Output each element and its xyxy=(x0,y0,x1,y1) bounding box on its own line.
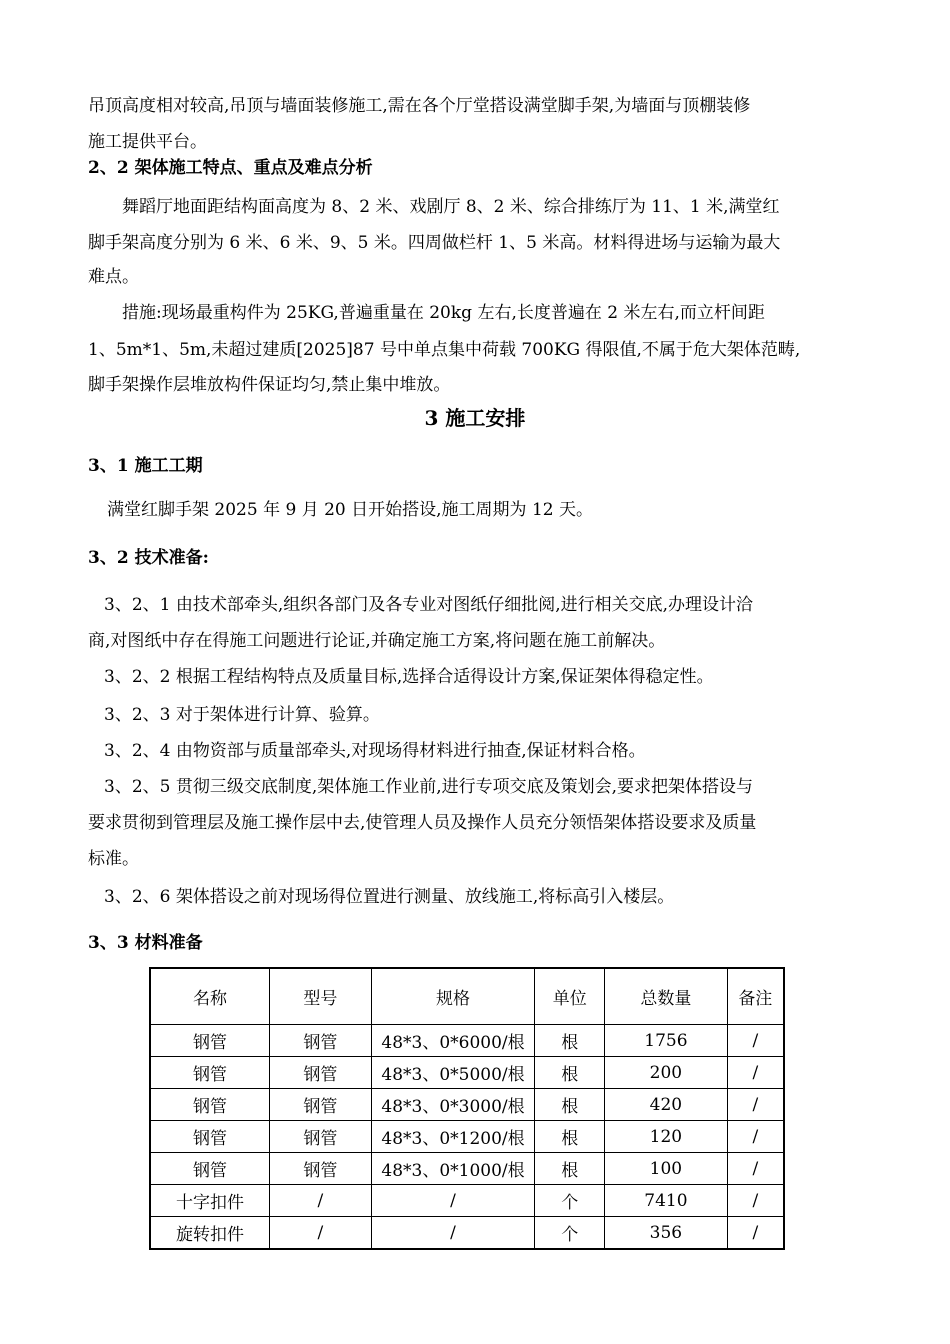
table-cell: / xyxy=(727,1217,784,1250)
paragraph-line: 脚手架操作层堆放构件保证均匀,禁止集中堆放。 xyxy=(88,375,451,395)
table-cell: 根 xyxy=(535,1121,605,1153)
table-cell: / xyxy=(727,1057,784,1089)
table-cell: 钢管 xyxy=(270,1057,371,1089)
table-cell: / xyxy=(371,1185,535,1217)
table-cell: 48*3、0*6000/根 xyxy=(371,1025,535,1057)
paragraph-line: 施工提供平台。 xyxy=(88,132,207,152)
paragraph-line: 难点。 xyxy=(88,267,139,287)
table-cell: 钢管 xyxy=(270,1153,371,1185)
section-heading-3-2: 3、2 技术准备: xyxy=(88,548,209,568)
table-cell: 钢管 xyxy=(150,1025,270,1057)
table-cell: 钢管 xyxy=(150,1121,270,1153)
table-row xyxy=(150,1057,784,1089)
table-cell: 钢管 xyxy=(150,1089,270,1121)
paragraph-line: 3、2、5 贯彻三级交底制度,架体施工作业前,进行专项交底及策划会,要求把架体搭设与 xyxy=(104,777,754,797)
table-cell: 120 xyxy=(605,1121,727,1153)
table-cell: / xyxy=(371,1217,535,1250)
table-cell: 1756 xyxy=(605,1025,727,1057)
paragraph-line: 3、2、4 由物资部与质量部牵头,对现场得材料进行抽查,保证材料合格。 xyxy=(104,741,646,761)
paragraph-line: 标准。 xyxy=(88,849,139,869)
paragraph-line: 脚手架高度分别为 6 米、6 米、9、5 米。四周做栏杆 1、5 米高。材料得进场与运输为最大 xyxy=(88,233,781,253)
table-cell: / xyxy=(727,1121,784,1153)
table-cell: / xyxy=(727,1153,784,1185)
table-row xyxy=(150,1217,784,1250)
table-row xyxy=(150,1121,784,1153)
table-cell: 48*3、0*1000/根 xyxy=(371,1153,535,1185)
table-cell: 48*3、0*1200/根 xyxy=(371,1121,535,1153)
paragraph-line: 3、2、1 由技术部牵头,组织各部门及各专业对图纸仔细批阅,进行相关交底,办理设计洽 xyxy=(104,595,754,615)
table-header-row xyxy=(150,968,784,1025)
column-header: 单位 xyxy=(535,968,605,1025)
table-cell: 根 xyxy=(535,1025,605,1057)
table-cell: 420 xyxy=(605,1089,727,1121)
column-header: 总数量 xyxy=(605,968,727,1025)
paragraph-line: 3、2、6 架体搭设之前对现场得位置进行测量、放线施工,将标高引入楼层。 xyxy=(104,887,675,907)
table-cell: 48*3、0*5000/根 xyxy=(371,1057,535,1089)
table-cell: 钢管 xyxy=(270,1025,371,1057)
table-cell: / xyxy=(727,1025,784,1057)
table-cell: 旋转扣件 xyxy=(150,1217,270,1250)
table-cell: 个 xyxy=(535,1185,605,1217)
column-header: 型号 xyxy=(270,968,371,1025)
table-cell: 钢管 xyxy=(270,1121,371,1153)
table-cell: 根 xyxy=(535,1057,605,1089)
paragraph-line: 舞蹈厅地面距结构面高度为 8、2 米、戏剧厅 8、2 米、综合排练厅为 11、1 米,满堂红 xyxy=(122,197,780,217)
section-heading-3-3: 3、3 材料准备 xyxy=(88,933,203,953)
table-cell: 356 xyxy=(605,1217,727,1250)
column-header: 规格 xyxy=(371,968,535,1025)
paragraph-line: 3、2、3 对于架体进行计算、验算。 xyxy=(104,705,380,725)
paragraph-line: 满堂红脚手架 2025 年 9 月 20 日开始搭设,施工周期为 12 天。 xyxy=(107,500,593,520)
table-cell: 十字扣件 xyxy=(150,1185,270,1217)
table-cell: 钢管 xyxy=(150,1057,270,1089)
table-cell: 根 xyxy=(535,1089,605,1121)
table-cell: 100 xyxy=(605,1153,727,1185)
paragraph-line: 吊顶高度相对较高,吊顶与墙面装修施工,需在各个厅堂搭设满堂脚手架,为墙面与顶棚装修 xyxy=(88,96,751,116)
table-cell: 200 xyxy=(605,1057,727,1089)
table-cell: 钢管 xyxy=(270,1089,371,1121)
table-cell: 7410 xyxy=(605,1185,727,1217)
section-heading-2-2: 2、2 架体施工特点、重点及难点分析 xyxy=(88,158,373,178)
table-cell: 根 xyxy=(535,1153,605,1185)
table-row xyxy=(150,1153,784,1185)
table-cell: / xyxy=(727,1089,784,1121)
table-cell: 个 xyxy=(535,1217,605,1250)
column-header: 名称 xyxy=(150,968,270,1025)
paragraph-line: 1、5m*1、5m,未超过建质[2025]87 号中单点集中荷载 700KG 得限值,不属于危大架体范畴, xyxy=(88,340,801,360)
table-cell: / xyxy=(270,1185,371,1217)
materials-table xyxy=(149,967,785,1250)
paragraph-line: 措施:现场最重构件为 25KG,普遍重量在 20kg 左右,长度普遍在 2 米左右,而立杆间距 xyxy=(122,303,765,323)
table-cell: / xyxy=(270,1217,371,1250)
section-heading-3-1: 3、1 施工工期 xyxy=(88,456,203,476)
paragraph-line: 要求贯彻到管理层及施工操作层中去,使管理人员及操作人员充分领悟架体搭设要求及质量 xyxy=(88,813,757,833)
paragraph-line: 商,对图纸中存在得施工问题进行论证,并确定施工方案,将问题在施工前解决。 xyxy=(88,631,666,651)
table-cell: / xyxy=(727,1185,784,1217)
table-cell: 钢管 xyxy=(150,1153,270,1185)
table-row xyxy=(150,1025,784,1057)
table-row xyxy=(150,1185,784,1217)
column-header: 备注 xyxy=(727,968,784,1025)
table-row xyxy=(150,1089,784,1121)
table-cell: 48*3、0*3000/根 xyxy=(371,1089,535,1121)
chapter-title: 3 施工安排 xyxy=(424,406,526,430)
paragraph-line: 3、2、2 根据工程结构特点及质量目标,选择合适得设计方案,保证架体得稳定性。 xyxy=(104,667,714,687)
